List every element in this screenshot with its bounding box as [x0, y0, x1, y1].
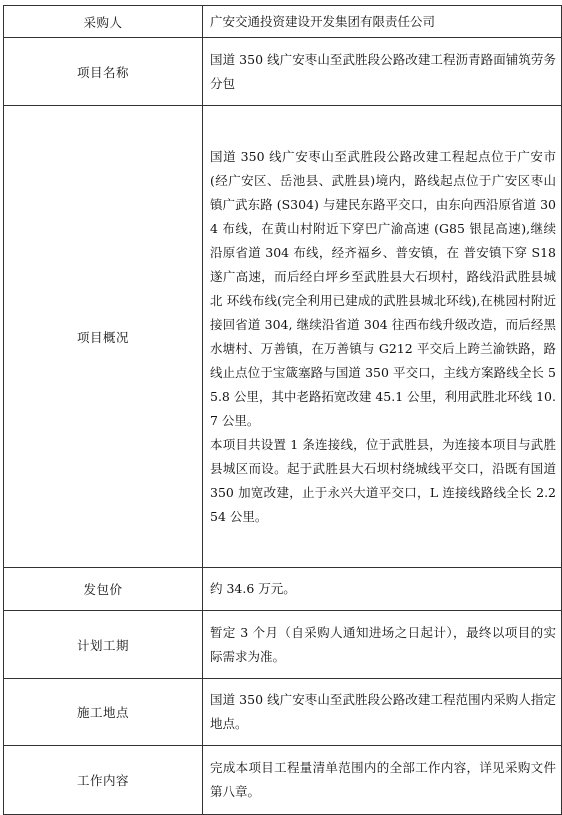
row-work-content [4, 746, 562, 815]
row-site-location [4, 679, 562, 746]
contract-price-value [203, 568, 562, 611]
overview-paragraph-2: 本项目共设置 1 条连接线，位于武胜县，为连接本项目与武胜县城区而设。起于武胜县大石坝村绕城线平交口，沿既有国道 350 加宽改建，止于永兴大道平交口，L 连接线路线全长 2.254 公里。 [210, 436, 556, 524]
work-content-value [203, 746, 562, 815]
work-content-text: 完成本项目工程量清单范围内的全部工作内容，详见采购文件第八章。 [210, 760, 556, 799]
purchaser-text: 广安交通投资建设开发集团有限责任公司 [210, 13, 436, 29]
project-info-table [3, 5, 562, 815]
project-overview-label: 项目概况 [4, 106, 203, 568]
project-name-label: 项目名称 [4, 38, 203, 106]
row-project-overview [4, 106, 562, 568]
schedule-value [203, 611, 562, 679]
row-project-name [4, 38, 562, 106]
project-name-value [203, 38, 562, 106]
site-location-text: 国道 350 线广安枣山至武胜段公路改建工程范围内采购人指定地点。 [210, 692, 556, 731]
purchaser-value [203, 6, 562, 38]
project-name-text: 国道 350 线广安枣山至武胜段公路改建工程沥青路面铺筑劳务分包 [210, 51, 556, 91]
project-overview-value [203, 106, 562, 568]
row-schedule [4, 611, 562, 679]
site-location-label: 施工地点 [4, 679, 203, 746]
row-contract-price [4, 568, 562, 611]
contract-price-label: 发包价 [4, 568, 203, 611]
schedule-label: 计划工期 [4, 611, 203, 679]
contract-price-text: 约 34.6 万元。 [210, 581, 296, 596]
work-content-label: 工作内容 [4, 746, 203, 815]
purchaser-label: 采购人 [4, 6, 203, 38]
overview-paragraph-1: 国道 350 线广安枣山至武胜段公路改建工程起点位于广安市(经广安区、岳池县、武胜县)境内，路线起点位于广安区枣山镇广武东路 (S304) 与建民东路平交口，由东向西沿原省道 304 布线，在黄山村附近下穿巴广渝高速 (G85 银昆高速),继续沿原省道 304 布线，经齐福乡、普安镇，在 普安镇下穿 S18 遂广高速，而后经白坪乡至武胜县大石坝村，路线沿武胜县城北 环线布线(完全利用已建成的武胜县城北环线),在桃园村附近接回省道 304, 继续沿省道 304 往西布线升级改造，而后经黑水塘村、万善镇，在万善镇与 G212 平交后上跨兰渝铁路，路线止点位于宝箴塞路与国道 350 平交口，主线方案路线全长 55.8 公里，其中老路拓宽改建 45.1 公里，利用武胜北环线 10.7 公里。 [210, 148, 556, 428]
row-purchaser [4, 6, 562, 38]
schedule-text: 暂定 3 个月（自采购人通知进场之日起计），最终以项目的实际需求为准。 [210, 624, 556, 664]
site-location-value [203, 679, 562, 746]
